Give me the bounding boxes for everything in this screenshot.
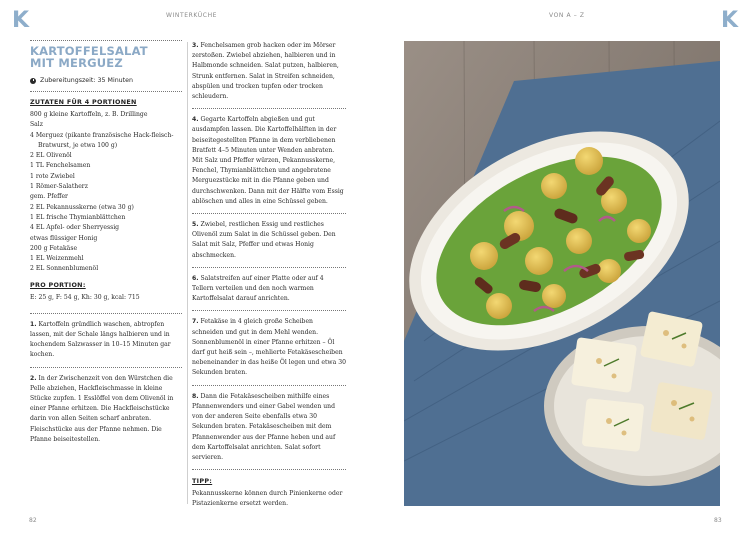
step-text: Fenchelsamen grob hacken oder im Mörser zerstoßen. Zwiebel abziehen, halbieren und in Halbmonde schneiden. Salat putzen, halbieren, Strunk entfernen. Salat in Streifen schneiden, abspülen und trocken tupfen oder trocken schleudern.: [192, 42, 339, 101]
column-divider: [187, 42, 188, 504]
ingredient-item: 1 EL Weizenmehl: [30, 255, 84, 263]
nutrition-values: E: 25 g, F: 54 g, Kh: 30 g, kcal: 715: [30, 293, 140, 301]
ingredient-item: 2 EL Sonnenblumenöl: [30, 265, 99, 273]
step-divider: [192, 310, 346, 311]
page-number-right: 83: [714, 517, 722, 524]
step-text: Salatstreifen auf einer Platte oder auf 4 Tellern verteilen und den noch warmen Kartoffelsalat darauf anrichten.: [192, 274, 324, 303]
step-text: Fetakäse in 4 gleich große Scheiben schneiden und gut in dem Mehl wenden. Sonnenblumenöl in einer Pfanne erhitzen – Öl darf gut heiß sein –, mehlierte Fetakäsescheiben nebeneinander in das heiße Öl legen und etwa 30 Sekunden braten.: [192, 318, 346, 377]
ingredient-item: 1 TL Fenchelsamen: [30, 162, 91, 170]
thumb-index-letter-left: K: [12, 8, 30, 33]
thumb-index-letter-right: K: [720, 8, 738, 33]
ingredient-item: 800 g kleine Kartoffeln, z. B. Drillinge: [30, 111, 148, 118]
ingredient-item: gem. Pfeffer: [30, 193, 68, 201]
portion-heading: PRO PORTION:: [30, 280, 86, 289]
recipe-title-line1: KARTOFFELSALAT: [30, 44, 148, 58]
steps-top-rule: [30, 313, 182, 314]
step-number: 5.: [192, 221, 199, 229]
recipe-title-line2: MIT MERGUEZ: [30, 56, 123, 70]
ingredient-item: 2 EL Olivenöl: [30, 152, 72, 160]
step-number: 8.: [192, 392, 199, 400]
step-8: [192, 392, 346, 463]
step-7: [192, 317, 346, 378]
step-number: 6.: [192, 274, 199, 282]
tip-text: Pekannusskerne können durch Pinienkerne oder Pistazienkerne ersetzt werden.: [192, 490, 343, 508]
ingredient-item: 4 EL Apfel- oder Sherryessig: [30, 224, 120, 232]
page-number-left: 82: [29, 517, 37, 524]
recipe-title: [30, 45, 182, 69]
running-head-right: VON A – Z: [549, 12, 585, 19]
recipe-column-middle: [192, 40, 346, 516]
step-5: [192, 220, 346, 261]
step-3: [192, 41, 346, 102]
step-number: 1.: [30, 320, 37, 328]
ingredient-item: 4 Merguez (pikante französische Hack-fleisch-Bratwurst, je etwa 100 g): [30, 131, 174, 149]
ingredient-item: 1 Römer-Salatherz: [30, 183, 88, 191]
step-text: Zwiebel, restlichen Essig und restliches Olivenöl zum Salat in die Schüssel geben. Den Salat mit Salz, Pfeffer und etwas Honig abschmecken.: [192, 221, 336, 259]
step-divider: [192, 108, 346, 109]
recipe-column-left: [30, 40, 182, 451]
ingredient-item: 2 EL Pekannusskerne (etwa 30 g): [30, 203, 134, 211]
ingredient-item: 200 g Fetakäse: [30, 244, 78, 252]
tip-top-rule: [192, 469, 346, 470]
step-divider: [192, 267, 346, 268]
tip-heading: TIPP:: [192, 477, 213, 486]
title-top-rule: [30, 40, 182, 41]
running-head-left: WINTERKÜCHE: [166, 12, 218, 19]
step-text: Gegarte Kartoffeln abgießen und gut ausdampfen lassen. Die Kartoffelhälften in der beiseitegestellten Pfanne in dem verbliebenen Bratfett 4–5 Minuten unter Wenden anbraten. Mit Salz und Pfeffer würzen, Pekannusskerne, Fenchel, Thymianblättchen und angebratene Merguezstücke mit in die Pfanne geben und durchschwenken. Dann mit der Hälfte vom Essig ablöschen und alles in eine Schüssel geben.: [192, 116, 344, 205]
dish-photo: [404, 41, 720, 506]
clock-icon: [30, 78, 36, 84]
step-4: [192, 115, 346, 207]
prep-time-text: Zubereitungszeit: 35 Minuten: [40, 77, 134, 84]
step-6: [192, 274, 346, 305]
step-divider: [192, 213, 346, 214]
step-text: Dann die Fetakäsescheiben mithilfe eines Pfannenwenders und einer Gabel wenden und von der anderen Seite ebenfalls etwa 30 Sekunden braten. Fetakäsescheiben mit dem Pfannenwender aus der Pfanne heben und auf dem Kartoffelsalat anrichten. Salat sofort servieren.: [192, 392, 336, 461]
ingredient-item: Salz: [30, 121, 43, 129]
step-number: 3.: [192, 42, 199, 49]
step-text: In der Zwischenzeit von den Würstchen die Pelle abziehen, Hackfleischmasse in kleine Stücke zupfen. 1 Esslöffel von dem Olivenöl in einer Pfanne erhitzen. Die Hackfleischstücke darin von allen Seiten scharf anbraten. Fleischstücke aus der Pfanne nehmen. Die Pfanne beiseitestellen.: [30, 374, 174, 443]
ingredient-item: 1 EL frische Thymianblättchen: [30, 213, 126, 221]
step-number: 2.: [30, 374, 37, 382]
prep-time: [30, 77, 182, 84]
ingredient-list: [30, 110, 182, 275]
step-divider: [30, 367, 182, 368]
ingredient-item: etwas flüssiger Honig: [30, 234, 98, 242]
ingredients-top-rule: [30, 91, 182, 92]
ingredients-heading: ZUTATEN FÜR 4 PORTIONEN: [30, 98, 137, 106]
step-divider: [192, 385, 346, 386]
ingredient-item: 1 rote Zwiebel: [30, 172, 75, 180]
step-1: [30, 320, 182, 361]
step-2: [30, 374, 182, 445]
step-text: Kartoffeln gründlich waschen, abtropfen lassen, mit der Schale längs halbieren und in kochendem Salzwasser in 10–15 Minuten gar kochen.: [30, 320, 171, 359]
step-number: 4.: [192, 116, 199, 124]
step-number: 7.: [192, 318, 199, 326]
